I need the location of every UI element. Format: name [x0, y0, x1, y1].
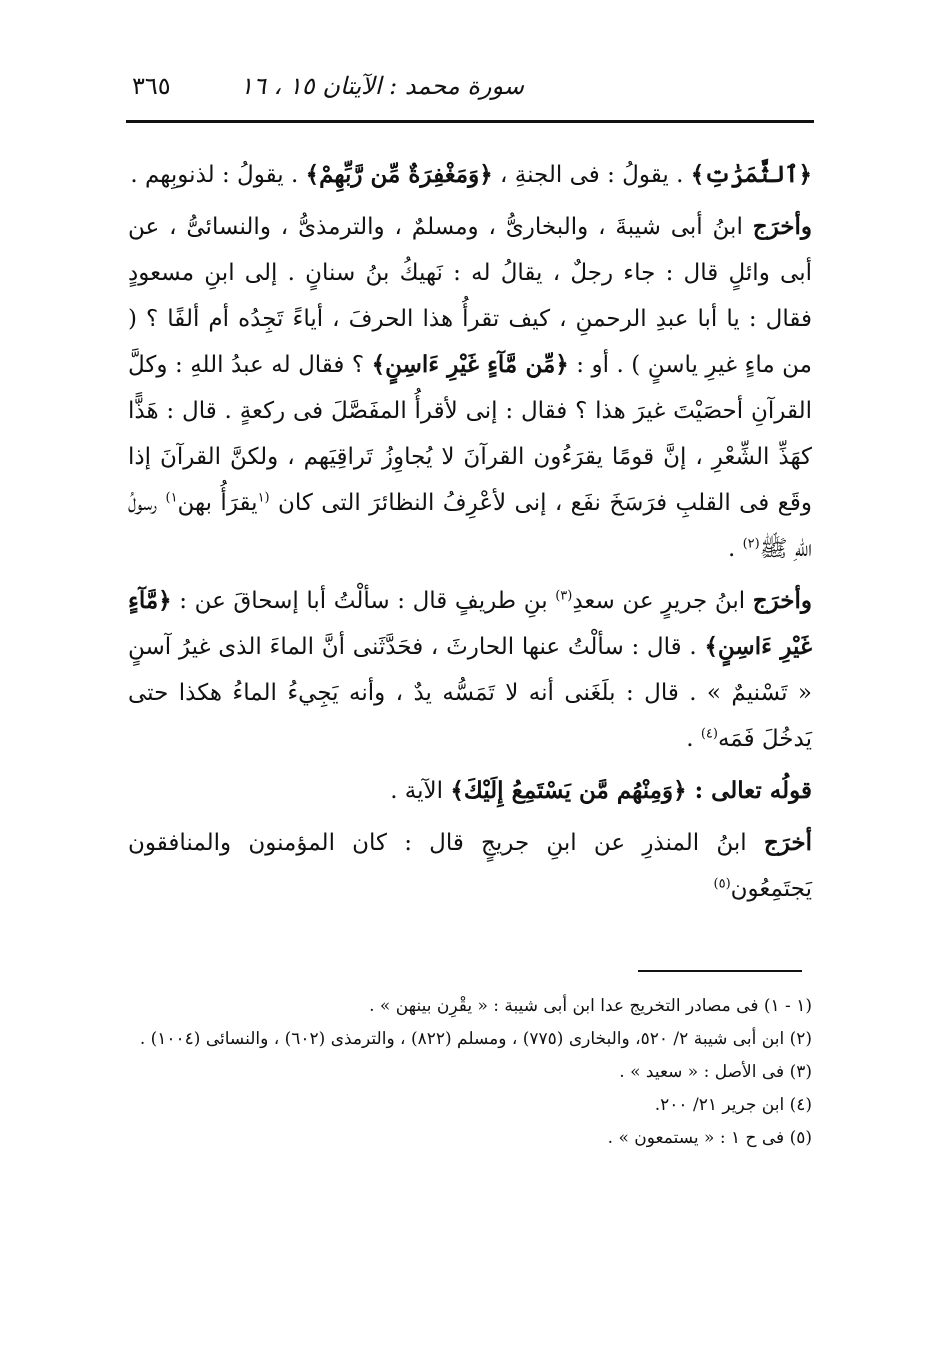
paragraph-text: يقرَأُ بهن	[177, 490, 258, 516]
footnote	[128, 1122, 812, 1155]
footnote-marker: (٣)	[555, 588, 573, 604]
paragraph-text: رسولُ اللهِ ﷺ	[128, 490, 812, 562]
footnotes	[128, 990, 812, 1155]
footnote-number: (٣)	[789, 1062, 812, 1082]
footnote-number: (١ - ١)	[763, 996, 812, 1016]
footnote-number: (٤)	[789, 1095, 812, 1115]
quran-quote: ﴿وَمِنْهُم مَّن يَسْتَمِعُ إِلَيْكَ﴾	[450, 777, 687, 804]
footnote-text: فى الأصل : « سعيد » .	[619, 1062, 790, 1082]
paragraph-lead: وأخرَج	[752, 587, 812, 614]
footnote-marker: ١)	[165, 490, 178, 506]
quran-quote: ﴿مِّن مَّآءٍ غَيْرِ ءَاسِنٍ﴾	[371, 351, 569, 378]
footnote-marker: (٥)	[713, 876, 731, 892]
footnote-number: (٢)	[789, 1029, 812, 1049]
quran-quote: ﴿ٱلثَّمَرَٰتِ﴾	[690, 161, 812, 188]
paragraph-5	[128, 820, 812, 912]
footnote-marker: (٤)	[700, 726, 718, 742]
paragraph-2	[128, 204, 812, 572]
main-text	[128, 152, 812, 912]
footnote	[128, 1056, 812, 1089]
paragraph-lead: وأخرَج	[752, 213, 812, 240]
page-number: ٣٦٥	[132, 72, 171, 100]
quran-quote: ﴿مَّآءٍ غَيْرِ ءَاسِنٍ﴾	[128, 587, 812, 660]
paragraph-text: . يقولُ : لذنوبِهم .	[130, 162, 306, 188]
paragraph-lead: أخرَج	[763, 829, 812, 856]
paragraph-text: الآية .	[390, 778, 451, 804]
paragraph-text: ؟ فقال له عبدُ اللهِ : وكلَّ القرآنِ أحصَيْتَ غيرَ هذا ؟ فقال : إنى لأقرأُ المفَصَّلَ فى ركعةٍ . قال : هَذًّا كهَذِّ الشِّعْرِ ، إنَّ قومًا يقرَءُون القرآنَ لا يُجاوِزُ تَراقِيَهم ، ولكنَّ القرآنَ إذا وقَع فى القلبِ فرَسَخَ نفَع ، إنى لأعْرِفُ النظائرَ التى كان	[128, 352, 812, 516]
footnote-text: فى ح ١ : « يستمعون » .	[607, 1128, 790, 1148]
paragraph-4	[128, 768, 812, 814]
paragraph-text: ابنُ المنذرِ عن ابنِ جريجٍ قال : كان المؤمنون والمنافقون يَجتَمِعُون	[128, 830, 812, 902]
footnote-rule	[638, 970, 802, 972]
quran-quote: ﴿وَمَغْفِرَةٌ مِّن رَّبِّهِمْ﴾	[305, 161, 493, 188]
paragraph-text: بنِ طريفٍ قال : سألْتُ أبا إسحاقَ عن :	[171, 588, 556, 614]
footnote	[128, 990, 812, 1023]
page-header	[126, 64, 814, 120]
verse-heading-label: قولُه تعالى :	[686, 777, 812, 804]
paragraph-text: .	[727, 536, 743, 562]
paragraph-3	[128, 578, 812, 762]
paragraph-text: . قال : سألْتُ عنها الحارثَ ، فحَدَّثَنى أنَّ الماءَ الذى غيرُ آسنٍ « تَسْنيمٌ » . قال : بلَغَنى أنه لا تَمَسُّه يدٌ ، وأنه يَجِيءُ الماءُ هكذا حتى يَدخُلَ فَمَه	[128, 634, 812, 752]
footnote-text: فى مصادر التخريج عدا ابن أبى شيبة : « يقْرِن بينهن » .	[369, 996, 764, 1016]
footnote-text: ابن أبى شيبة ٢/ ٥٢٠، والبخارى (٧٧٥) ، ومسلم (٨٢٢) ، والترمذى (٦٠٢) ، والنسائى (١٠٠٤) .	[139, 1029, 790, 1049]
footnote-text: ابن جرير ٢١/ ٢٠٠.	[654, 1095, 790, 1115]
paragraph-text: . يقولُ : فى الجنةِ ،	[492, 162, 691, 188]
footnote-marker: (٢)	[742, 536, 760, 552]
paragraph-text: ابنُ جريرٍ عن سعدِ	[572, 588, 753, 614]
paragraph-text: .	[686, 726, 701, 752]
paragraph-text: ابنُ أبى شيبةَ ، والبخارىُّ ، ومسلمٌ ، والترمذىُّ ، والنسائىُّ ، عن أبى وائلٍ قال : جاء رجلٌ ، يقالُ له : نَهيكُ بنُ سنانٍ . إلى ابنِ مسعودٍ فقال : يا أبا عبدِ الرحمنِ ، كيف تقرأُ هذا الحرفَ ، أياءً تَجِدُه أم ألفًا ؟ ( من ماءٍ غيرِ ياسنٍ ) . أو :	[128, 214, 812, 378]
footnote	[128, 1023, 812, 1056]
footnote-marker: (١	[257, 490, 270, 506]
footnote	[128, 1089, 812, 1122]
running-title: سورة محمد : الآيتان ١٥ ، ١٦	[240, 72, 524, 100]
footnote-number: (٥)	[789, 1128, 812, 1148]
paragraph-1	[128, 152, 812, 198]
header-rule	[126, 120, 814, 123]
